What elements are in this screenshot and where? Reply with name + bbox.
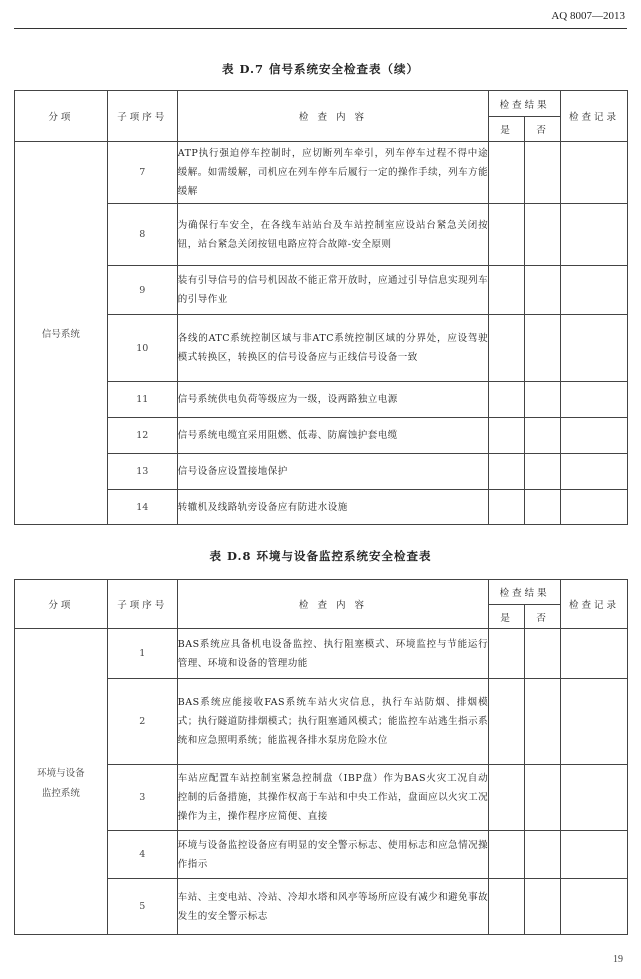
result-no-cell [525, 266, 561, 315]
table-row [15, 418, 628, 454]
table-row [15, 142, 628, 204]
record-cell [561, 679, 628, 765]
result-no-cell [525, 679, 561, 765]
col-header-category: 分项 [15, 91, 108, 142]
result-yes-cell [489, 629, 525, 679]
col-header-yes: 是 [489, 605, 525, 629]
result-yes-cell [489, 204, 525, 266]
item-content: 信号设备应设置接地保护 [177, 454, 488, 490]
table-row [15, 629, 628, 679]
item-no: 12 [107, 418, 177, 454]
record-cell [561, 490, 628, 525]
table-row [15, 831, 628, 879]
item-no: 4 [107, 831, 177, 879]
record-cell [561, 454, 628, 490]
col-header-record: 检查记录 [561, 91, 628, 142]
result-yes-cell [489, 382, 525, 418]
col-header-no: 否 [525, 117, 561, 142]
result-no-cell [525, 204, 561, 266]
table-d7-caption: 表 D.7 信号系统安全检查表（续） [221, 62, 420, 76]
result-no-cell [525, 765, 561, 831]
result-no-cell [525, 315, 561, 382]
item-no: 13 [107, 454, 177, 490]
table-row [15, 204, 628, 266]
record-cell [561, 382, 628, 418]
table-row [15, 382, 628, 418]
result-no-cell [525, 490, 561, 525]
result-yes-cell [489, 831, 525, 879]
table-row [15, 765, 628, 831]
result-yes-cell [489, 315, 525, 382]
item-no: 3 [107, 765, 177, 831]
item-no: 2 [107, 679, 177, 765]
item-content: 转辙机及线路轨旁设备应有防进水设施 [177, 490, 488, 525]
category-line-1: 环境与设备 [37, 767, 85, 779]
item-no: 1 [107, 629, 177, 679]
record-cell [561, 765, 628, 831]
result-yes-cell [489, 454, 525, 490]
item-no: 7 [107, 142, 177, 204]
item-content: 为确保行车安全，在各线车站站台及车站控制室应设站台紧急关闭按钮，站台紧急关闭按钮电路应符合故障-安全原则 [177, 204, 488, 266]
col-header-item-no: 子项序号 [107, 91, 177, 142]
result-yes-cell [489, 765, 525, 831]
result-no-cell [525, 454, 561, 490]
col-header-result: 检查结果 [489, 91, 561, 117]
col-header-item-no: 子项序号 [107, 580, 177, 629]
result-yes-cell [489, 418, 525, 454]
result-yes-cell [489, 490, 525, 525]
col-header-content: 检 查 内 容 [177, 580, 488, 629]
item-content: 各线的ATC系统控制区域与非ATC系统控制区域的分界处，应设驾驶模式转换区，转换区的信号设备应与正线信号设备一致 [177, 315, 488, 382]
record-cell [561, 142, 628, 204]
col-header-result: 检查结果 [489, 580, 561, 605]
item-no: 8 [107, 204, 177, 266]
record-cell [561, 831, 628, 879]
record-cell [561, 266, 628, 315]
table-row [15, 454, 628, 490]
table-row [15, 315, 628, 382]
category-line-2: 监控系统 [41, 787, 80, 799]
result-yes-cell [489, 142, 525, 204]
table-d8 [14, 579, 628, 935]
category-cell [15, 629, 108, 935]
item-content: 车站应配置车站控制室紧急控制盘（IBP盘）作为BAS火灾工况自动控制的后备措施，其操作权高于车站和中央工作站，盘面应以火灾工况操作为主，操作程序应简便、直接 [177, 765, 488, 831]
page-number: 19 [613, 954, 623, 965]
item-no: 9 [107, 266, 177, 315]
col-header-yes: 是 [489, 117, 525, 142]
item-no: 10 [107, 315, 177, 382]
item-content: 装有引导信号的信号机因故不能正常开放时，应通过引导信息实现列车的引导作业 [177, 266, 488, 315]
item-no: 11 [107, 382, 177, 418]
result-yes-cell [489, 266, 525, 315]
result-no-cell [525, 418, 561, 454]
result-no-cell [525, 629, 561, 679]
record-cell [561, 204, 628, 266]
result-yes-cell [489, 679, 525, 765]
record-cell [561, 629, 628, 679]
table-d8-caption: 表 D.8 环境与设备监控系统安全检查表 [209, 549, 432, 563]
col-header-record: 检查记录 [561, 580, 628, 629]
item-content: 环境与设备监控设备应有明显的安全警示标志、使用标志和应急情况操作指示 [177, 831, 488, 879]
item-content: BAS系统应能接收FAS系统车站火灾信息，执行车站防烟、排烟模式；执行隧道防排烟模式；执行阻塞通风模式；能监控车站逃生指示系统和应急照明系统；能监视各排水泵房危险水位 [177, 679, 488, 765]
category-cell: 信号系统 [15, 142, 108, 525]
standard-code: AQ 8007—2013 [551, 10, 625, 22]
col-header-content: 检 查 内 容 [177, 91, 488, 142]
item-no: 5 [107, 879, 177, 935]
record-cell [561, 315, 628, 382]
result-no-cell [525, 831, 561, 879]
table-row [15, 266, 628, 315]
table-d7 [14, 90, 628, 525]
item-content: ATP执行强迫停车控制时，应切断列车牵引，列车停车过程不得中途缓解。如需缓解，司机应在列车停车后履行一定的操作手续，列车方能缓解 [177, 142, 488, 204]
header-rule [14, 28, 627, 29]
result-yes-cell [489, 879, 525, 935]
col-header-no: 否 [525, 605, 561, 629]
item-content: 车站、主变电站、冷站、冷却水塔和风亭等场所应设有减少和避免事故发生的安全警示标志 [177, 879, 488, 935]
result-no-cell [525, 382, 561, 418]
table-row [15, 879, 628, 935]
item-content: 信号系统供电负荷等级应为一级，设两路独立电源 [177, 382, 488, 418]
result-no-cell [525, 879, 561, 935]
record-cell [561, 418, 628, 454]
item-no: 14 [107, 490, 177, 525]
result-no-cell [525, 142, 561, 204]
item-content: BAS系统应具备机电设备监控、执行阻塞模式、环境监控与节能运行管理、环境和设备的管理功能 [177, 629, 488, 679]
table-row [15, 490, 628, 525]
record-cell [561, 879, 628, 935]
col-header-category: 分项 [15, 580, 108, 629]
table-row [15, 679, 628, 765]
item-content: 信号系统电缆宜采用阻燃、低毒、防腐蚀护套电缆 [177, 418, 488, 454]
